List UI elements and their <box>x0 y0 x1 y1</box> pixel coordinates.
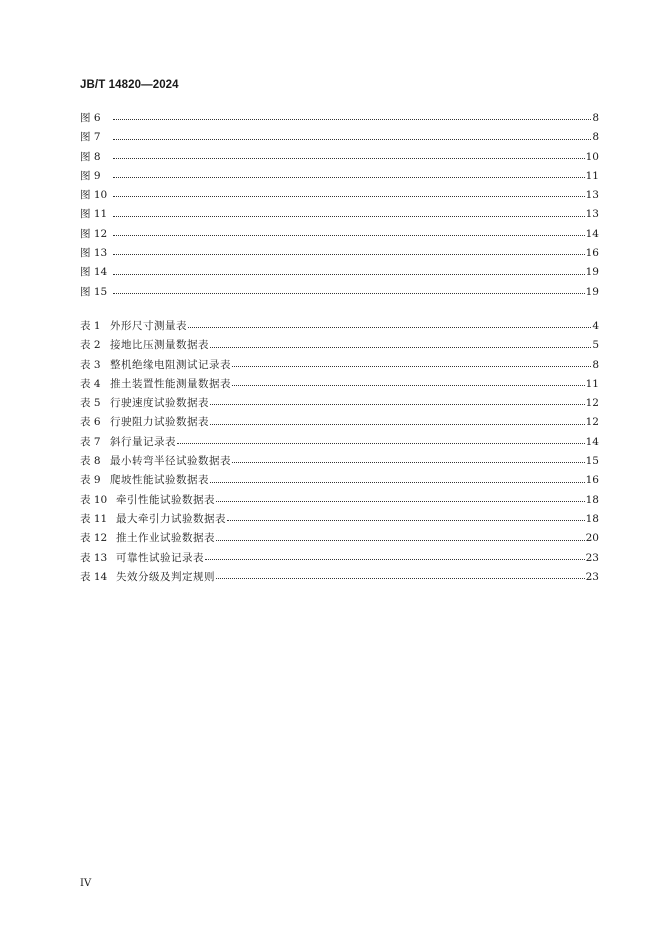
table-entry[interactable] <box>80 336 599 355</box>
table-entry[interactable] <box>80 491 599 510</box>
dot-leader <box>113 138 591 140</box>
dot-leader <box>113 118 591 120</box>
entry-page-number: 19 <box>585 285 599 298</box>
table-entry[interactable] <box>80 549 599 568</box>
dot-leader <box>210 423 585 425</box>
table-entry[interactable] <box>80 471 599 490</box>
entry-page-number: 13 <box>585 189 599 202</box>
figure-entry[interactable] <box>80 225 599 244</box>
dot-leader <box>232 365 591 367</box>
entry-page-number: 8 <box>592 112 599 124</box>
table-entry[interactable] <box>80 317 599 336</box>
entry-page-number: 4 <box>592 320 599 332</box>
entry-page-number: 18 <box>585 512 599 525</box>
entry-label: 图 10 <box>80 189 108 202</box>
entry-label: 图 14 <box>80 266 108 279</box>
entry-label: 图 7 <box>80 131 101 144</box>
table-entry[interactable] <box>80 510 599 529</box>
entry-label: 表 14 <box>80 570 108 583</box>
entry-label: 表 6 <box>80 416 101 429</box>
dot-leader <box>210 481 585 483</box>
entry-title: 接地比压测量数据表 <box>110 339 209 352</box>
entry-label: 表 1 <box>80 320 101 332</box>
entry-page-number: 18 <box>585 493 599 506</box>
entry-page-number: 8 <box>592 358 599 371</box>
entry-title: 最小转弯半径试验数据表 <box>110 455 231 468</box>
figure-list <box>80 109 599 302</box>
table-list <box>80 317 599 587</box>
dot-leader <box>113 176 585 178</box>
figure-entry[interactable] <box>80 167 599 186</box>
entry-title: 行驶阻力试验数据表 <box>110 416 209 429</box>
entry-label: 表 9 <box>80 474 101 487</box>
entry-title: 可靠性试验记录表 <box>116 551 204 564</box>
dot-leader <box>177 442 585 444</box>
entry-title: 整机绝缘电阻测试记录表 <box>110 358 231 371</box>
dot-leader <box>210 346 591 348</box>
dot-leader <box>210 403 585 405</box>
table-entry[interactable] <box>80 568 599 587</box>
entry-label: 表 7 <box>80 435 101 448</box>
entry-page-number: 16 <box>585 474 599 487</box>
entry-label: 表 11 <box>80 512 108 525</box>
dot-leader <box>232 384 585 386</box>
figure-entry[interactable] <box>80 186 599 205</box>
entry-page-number: 23 <box>585 551 599 564</box>
entry-page-number: 11 <box>585 377 599 390</box>
entry-page-number: 19 <box>585 266 599 279</box>
dot-leader <box>216 539 585 541</box>
entry-page-number: 10 <box>585 150 599 163</box>
figure-entry[interactable] <box>80 205 599 224</box>
entry-title: 推土作业试验数据表 <box>116 532 215 545</box>
dot-leader <box>113 273 585 275</box>
dot-leader <box>216 577 585 579</box>
figure-entry[interactable] <box>80 109 599 128</box>
entry-title: 爬坡性能试验数据表 <box>110 474 209 487</box>
entry-page-number: 13 <box>585 208 599 221</box>
entry-label: 表 2 <box>80 339 101 352</box>
dot-leader <box>232 461 585 463</box>
entry-label: 表 3 <box>80 358 101 371</box>
table-entry[interactable] <box>80 529 599 548</box>
entry-title: 牵引性能试验数据表 <box>116 493 215 506</box>
entry-label: 图 12 <box>80 227 108 240</box>
entry-title: 斜行量记录表 <box>110 435 176 448</box>
entry-title: 最大牵引力试验数据表 <box>116 512 226 525</box>
page-number: IV <box>80 878 92 889</box>
figure-entry[interactable] <box>80 128 599 147</box>
dot-leader <box>113 195 585 197</box>
entry-title: 行驶速度试验数据表 <box>110 397 209 410</box>
dot-leader <box>113 292 585 294</box>
dot-leader <box>188 326 591 328</box>
entry-label: 表 10 <box>80 493 108 506</box>
table-entry[interactable] <box>80 375 599 394</box>
entry-label: 表 8 <box>80 455 101 468</box>
dot-leader <box>205 558 585 560</box>
entry-label: 图 15 <box>80 285 108 298</box>
dot-leader <box>113 157 585 159</box>
dot-leader <box>113 215 585 217</box>
entry-title: 推土装置性能测量数据表 <box>110 377 231 390</box>
entry-page-number: 14 <box>585 227 599 240</box>
entry-label: 图 9 <box>80 169 101 182</box>
figure-entry[interactable] <box>80 148 599 167</box>
entry-title: 外形尺寸测量表 <box>110 320 187 332</box>
entry-label: 图 6 <box>80 112 101 124</box>
entry-title: 失效分级及判定规则 <box>116 570 215 583</box>
entry-page-number: 12 <box>585 397 599 410</box>
entry-page-number: 5 <box>592 339 599 352</box>
entry-page-number: 14 <box>585 435 599 448</box>
entry-page-number: 11 <box>585 169 599 182</box>
entry-label: 表 4 <box>80 377 101 390</box>
entry-page-number: 8 <box>592 131 599 144</box>
figure-entry[interactable] <box>80 263 599 282</box>
figure-entry[interactable] <box>80 244 599 263</box>
table-entry[interactable] <box>80 394 599 413</box>
dot-leader <box>216 500 585 502</box>
figure-entry[interactable] <box>80 283 599 302</box>
table-entry[interactable] <box>80 356 599 375</box>
dot-leader <box>113 253 585 255</box>
document-header: JB/T 14820—2024 <box>80 79 179 91</box>
entry-page-number: 20 <box>585 532 599 545</box>
entry-label: 图 13 <box>80 247 108 260</box>
dot-leader <box>113 234 585 236</box>
entry-label: 表 12 <box>80 532 108 545</box>
entry-label: 图 8 <box>80 150 101 163</box>
table-entry[interactable] <box>80 433 599 452</box>
entry-page-number: 23 <box>585 570 599 583</box>
entry-page-number: 12 <box>585 416 599 429</box>
table-entry[interactable] <box>80 452 599 471</box>
entry-label: 图 11 <box>80 208 108 221</box>
entry-label: 表 13 <box>80 551 108 564</box>
entry-page-number: 15 <box>585 455 599 468</box>
table-entry[interactable] <box>80 413 599 432</box>
entry-page-number: 16 <box>585 247 599 260</box>
dot-leader <box>227 519 585 521</box>
entry-label: 表 5 <box>80 397 101 410</box>
